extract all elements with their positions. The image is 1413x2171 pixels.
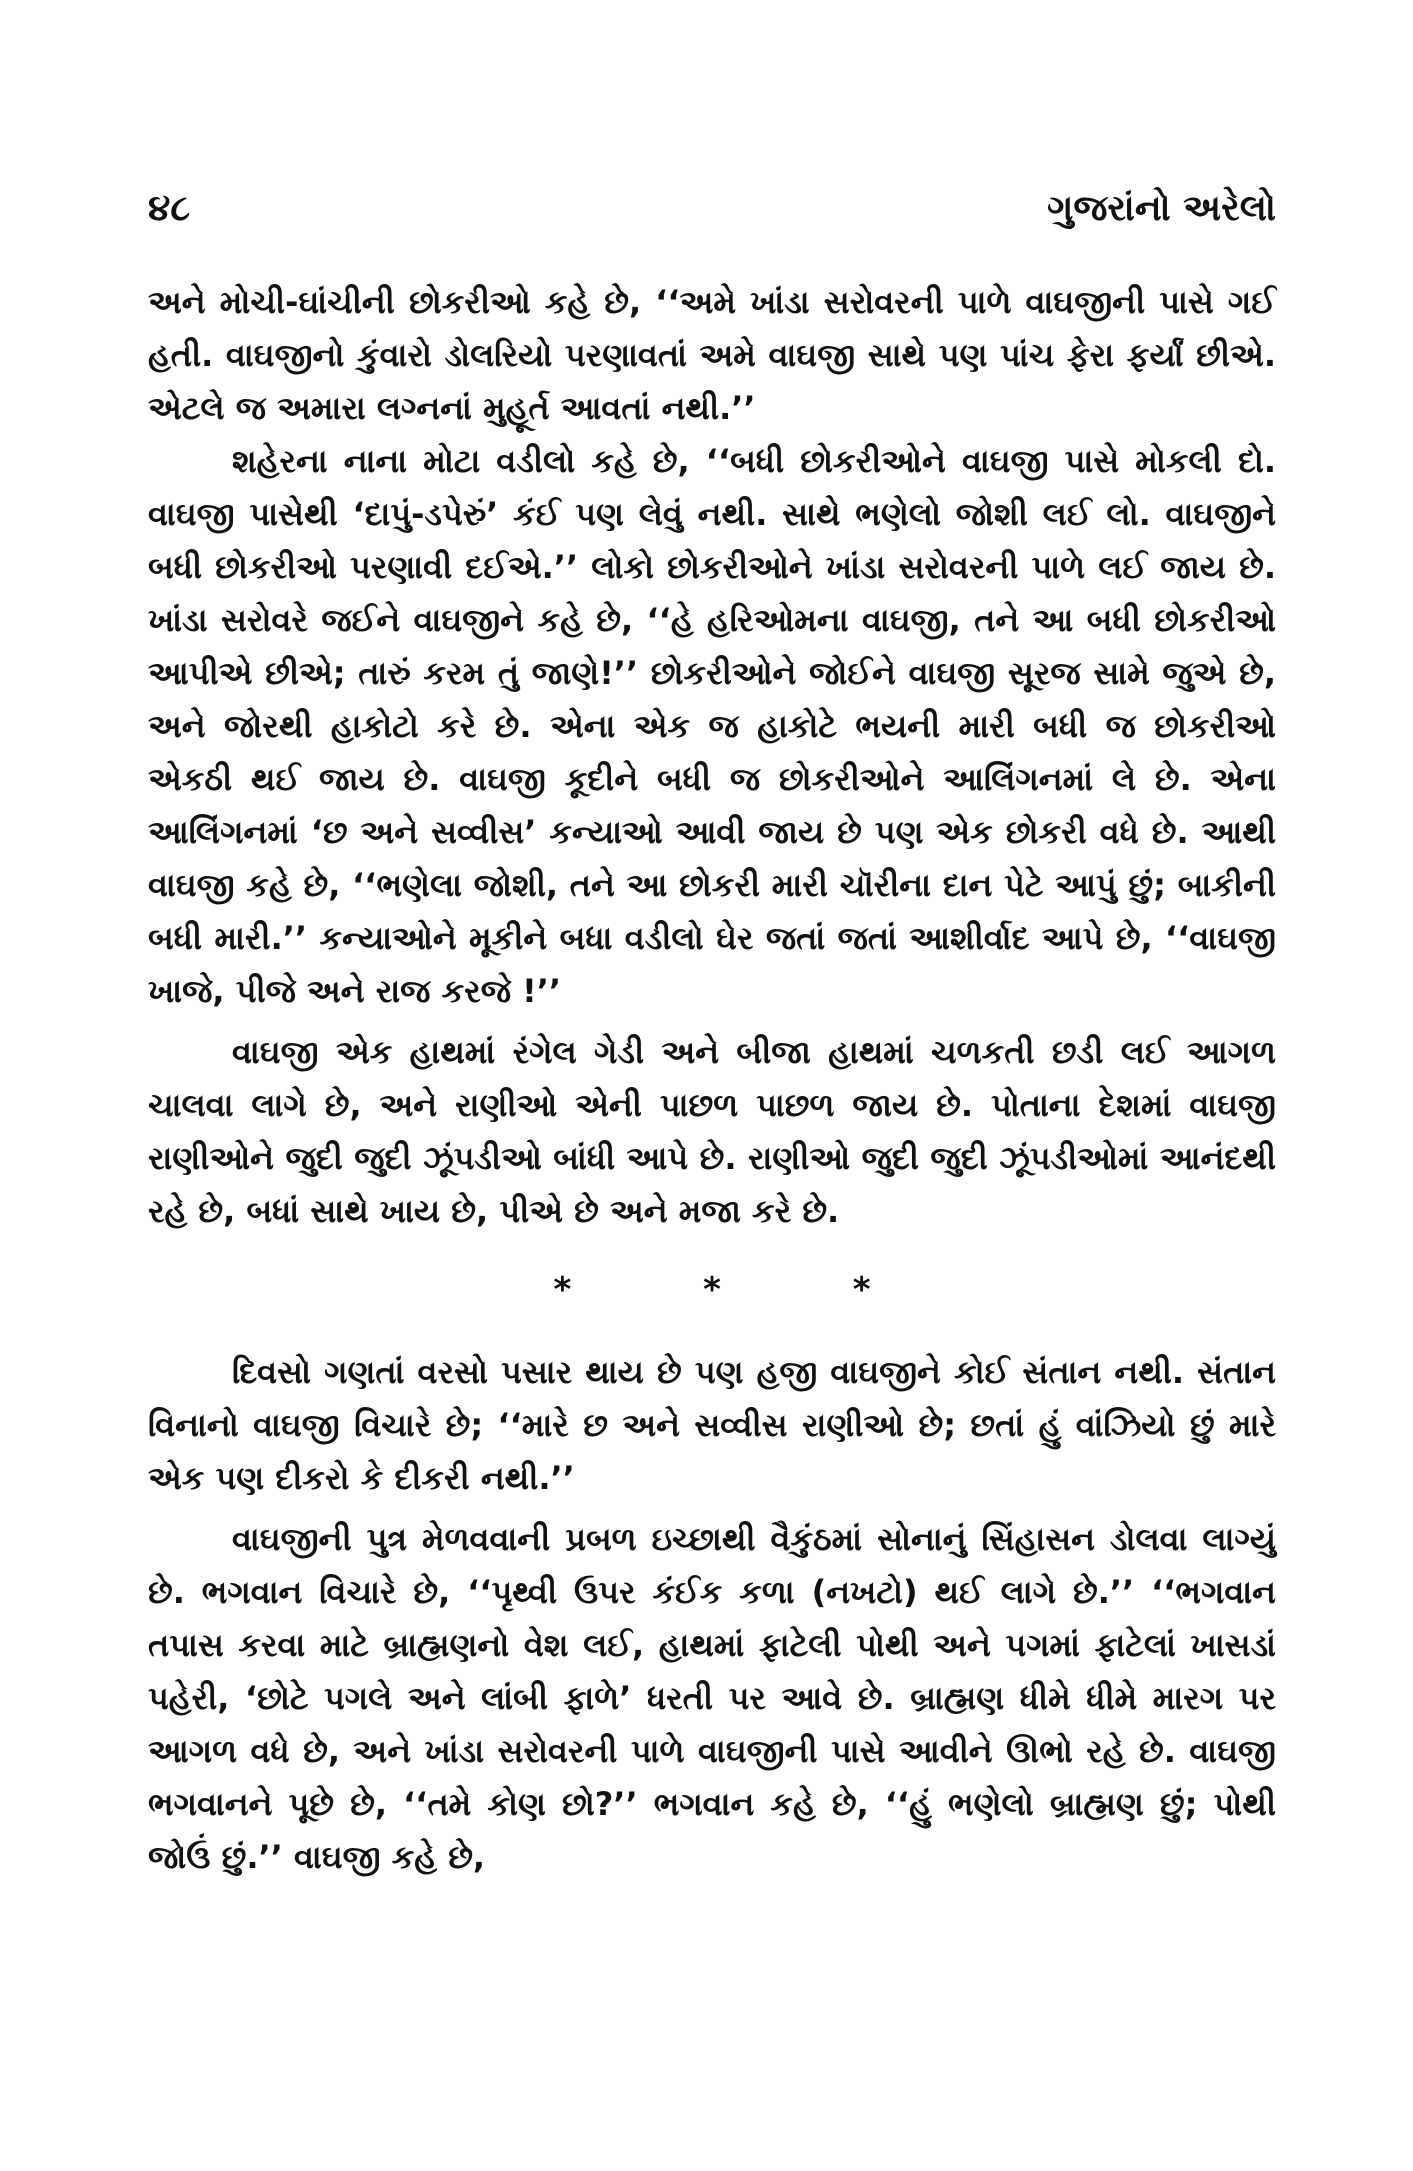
section-separator: * * * — [553, 1270, 931, 1310]
paragraph-2: શહેરના નાના મોટા વડીલો કહે છે, ‘‘બધી છોકરીઓને વાઘજી પાસે મોકલી દો. વાઘજી પાસેથી ‘દાપું-ડપેરું’ કંઈ પણ લેવું નથી. સાથે ભણેલો જોશી લઈ લો. વાઘજીને બધી છોકરીઓ પરણાવી દઈએ.’’ લોકો છોકરીઓને ખાંડા સરોવરની પાળે લઈ જાય છે. ખાંડા સરોવરે જઈને વાઘજીને કહે છે, ‘‘હે હરિઓમના વાઘજી, તને આ બધી છોકરીઓ આપીએ છીએ; તારું કરમ તું જાણે!’’ છોકરીઓને જોઈને વાઘજી સૂરજ સામે જુએ છે, અને જોરથી હાકોટો કરે છે. એના એક જ હાકોટે ભયની મારી બધી જ છોકરીઓ એકઠી થઈ જાય છે. વાઘજી કૂદીને બધી જ છોકરીઓને આલિંગનમાં લે છે. એના આલિંગનમાં ‘છ અને સવ્વીસ’ કન્યાઓ આવી જાય છે પણ એક છોકરી વધે છે. આથી વાઘજી કહે છે, ‘‘ભણેલા જોશી, તને આ છોકરી મારી ચૉરીના દાન પેટે આપું છું; બાકીની બધી મારી.’’ કન્યાઓને મૂકીને બધા વડીલો ઘેર જતાં જતાં આશીર્વાદ આપે છે, ‘‘વાઘજી ખાજે, પીજે અને રાજ કરજે !’’ — [148, 442, 1277, 1010]
paragraph-3: વાઘજી એક હાથમાં રંગેલ ગેડી અને બીજા હાથમાં ચળકતી છડી લઈ આગળ ચાલવા લાગે છે, અને રાણીઓ એની પાછળ પાછળ જાય છે. પોતાના દેશમાં વાઘજી રાણીઓને જુદી જુદી ઝૂંપડીઓ બાંધી આપે છે. રાણીઓ જુદી જુદી ઝૂંપડીઓમાં આનંદથી રહે છે, બધાં સાથે ખાય છે, પીએ છે અને મજા કરે છે. — [148, 1033, 1276, 1230]
paragraph-5: વાઘજીની પુત્ર મેળવવાની પ્રબળ ઇચ્છાથી વૈકુંઠમાં સોનાનું સિંહાસન ડોલવા લાગ્યું છે. ભગવાન વિચારે છે, ‘‘પૃથ્વી ઉપર કંઈક કળા (નખટો) થઈ લાગે છે.’’ ‘‘ભગવાન તપાસ કરવા માટે બ્રાહ્મણનો વેશ લઈ, હાથમાં ફાટેલી પોથી અને પગમાં ફાટેલાં ખાસડાં પહેરી, ‘છોટે પગલે અને લાંબી ફાળે’ ધરતી પર આવે છે. બ્રાહ્મણ ધીમે ધીમે મારગ પર આગળ વધે છે, અને ખાંડા સરોવરની પાળે વાઘજીની પાસે આવીને ઊભો રહે છે. વાઘજી ભગવાનને પૂછે છે, ‘‘તમે કોણ છો?’’ ભગવાન કહે છે, ‘‘હું ભણેલો બ્રાહ્મણ છું; પોથી જોઉં છું.’’ વાઘજી કહે છે, — [148, 1520, 1276, 1876]
page-number: ૪૮ — [148, 188, 191, 229]
paragraph-4: દિવસો ગણતાં વરસો પસાર થાય છે પણ હજી વાઘજીને કોઈ સંતાન નથી. સંતાન વિનાનો વાઘજી વિચારે છે; ‘‘મારે છ અને સવ્વીસ રાણીઓ છે; છતાં હું વાંઝિયો છું મારે એક પણ દીકરો કે દીકરી નથી.’’ — [148, 1353, 1276, 1497]
page-header — [148, 188, 1276, 248]
paragraph-1: અને મોચી-ઘાંચીની છોકરીઓ કહે છે, ‘‘અમે ખાંડા સરોવરની પાળે વાઘજીની પાસે ગઈ હતી. વાઘજીનો કુંવારો ડોલરિયો પરણાવતાં અમે વાઘજી સાથે પણ પાંચ ફેરા ફર્યાં છીએ. એટલે જ અમારા લગ્નનાં મુહૂર્ત આવતાં નથી.’’ — [148, 283, 1276, 427]
running-title: ગુજરાંનો અરેલો — [1047, 188, 1276, 229]
page-body — [148, 276, 1276, 1884]
